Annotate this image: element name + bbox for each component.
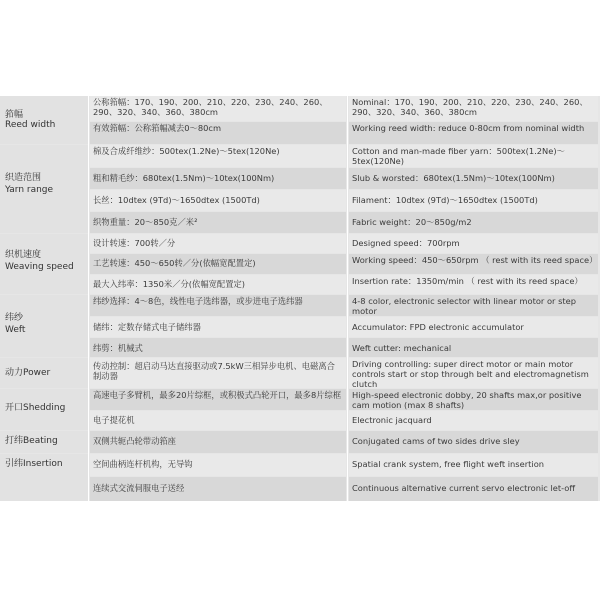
row-cell-cn: 织物重量：20～850克／米²: [90, 212, 346, 233]
row-cell-cn: 电子提花机: [90, 411, 346, 430]
category-label-weaving-speed-cn: 织机速度: [5, 250, 42, 260]
table-row: [0, 145, 600, 167]
category-label-weft-cn: 纬纱: [5, 313, 24, 323]
table-row: [0, 477, 600, 501]
category-label-shedding: 开口Shedding: [5, 403, 66, 413]
row-cell-en: Working speed：450～650rpm （ rest with its reed space）: [349, 254, 598, 274]
row-cell-cn: 粗和精毛纱：680tex(1.5Nm)～10tex(100Nm): [90, 168, 346, 189]
row-cell-cn: 传动控制：超启动马达直接驱动或7.5kW三相异步电机、电磁离合制动器: [90, 358, 346, 388]
row-cell-cn: 最大入纬率：1350米／分(依幅宽配置定): [90, 275, 346, 294]
row-cell-en: Electronic jacquard: [349, 411, 598, 430]
category-label-yarn-range-en: Yarn range: [5, 185, 54, 195]
row-cell-cn: 连续式交流伺服电子送经: [90, 477, 346, 501]
row-cell-en: Weft cutter: mechanical: [349, 338, 598, 357]
table-row: [0, 389, 600, 410]
category-label-weaving-speed-en: Weaving speed: [5, 262, 74, 272]
table-row: [0, 317, 600, 337]
row-cell-en: Insertion rate：1350m/min （ rest with its reed space）: [349, 275, 598, 294]
row-cell-en: Driving controlling: super direct motor or main motor controls start or stop through belt and electromagnetism clutch: [349, 358, 598, 388]
row-cell-en: Filament：10dtex (9Td)～1650dtex (1500Td): [349, 190, 598, 211]
row-cell-cn: 工艺转速：450～650转／分(依幅宽配置定): [90, 254, 346, 274]
category-label-insertion: 引纬Insertion: [5, 459, 63, 469]
table-row: [0, 431, 600, 453]
row-cell-en: Cotton and man-made fiber yarn：500tex(1.2Ne)～5tex(120Ne): [349, 145, 598, 167]
table-row: [0, 212, 600, 233]
category-label-beating: 打纬Beating: [5, 436, 58, 446]
row-cell-cn: 棉及合成纤维纱：500tex(1.2Ne)～5tex(120Ne): [90, 145, 346, 167]
table-row: [0, 96, 600, 121]
table-row: [0, 254, 600, 274]
table-row: [0, 295, 600, 316]
table-row: [0, 338, 600, 357]
row-cell-cn: 设计转速：700转／分: [90, 234, 346, 253]
row-cell-en: Designed speed：700rpm: [349, 234, 598, 253]
row-cell-en: High-speed electronic dobby, 20 shafts max,or positive cam motion (max 8 shafts): [349, 389, 598, 410]
row-cell-en: Accumulator: FPD electronic accumulator: [349, 317, 598, 337]
table-row: [0, 122, 600, 144]
row-cell-en: 4-8 color, electronic selector with linear motor or step motor: [349, 295, 598, 316]
table-row: [0, 168, 600, 189]
row-cell-en: Spatial crank system, free flight weft insertion: [349, 454, 598, 476]
row-cell-en: Nominal：170、190、200、210、220、230、240、260、290、320、340、360、380cm: [349, 96, 598, 121]
row-cell-en: Conjugated cams of two sides drive sley: [349, 431, 598, 453]
row-cell-cn: 公称筘幅：170、190、200、210、220、230、240、260、290、320、340、360、380cm: [90, 96, 346, 121]
row-cell-en: Continuous alternative current servo electronic let-off: [349, 477, 598, 501]
category-label-yarn-range-cn: 织造范围: [5, 173, 42, 183]
category-label-power: 动力Power: [5, 368, 51, 378]
row-cell-cn: 双侧共轭凸轮带动筘座: [90, 431, 346, 453]
row-cell-cn: 纬剪：机械式: [90, 338, 346, 357]
row-cell-cn: 空间曲柄连杆机构，无导钩: [90, 454, 346, 476]
category-label-reed-width-cn: 筘幅: [5, 110, 24, 120]
row-cell-en: Slub & worsted：680tex(1.5Nm)～10tex(100Nm): [349, 168, 598, 189]
row-cell-cn: 纬纱选择：4～8色，线性电子选纬器，或步进电子选纬器: [90, 295, 346, 316]
table-row: [0, 190, 600, 211]
table-row: [0, 454, 600, 476]
column-divider: [347, 96, 348, 501]
table-row: [0, 411, 600, 430]
spec-table: [0, 96, 600, 501]
table-row: [0, 275, 600, 294]
row-cell-en: Working reed width: reduce 0-80cm from nominal width: [349, 122, 598, 144]
row-cell-cn: 储纬：定数存储式电子储纬器: [90, 317, 346, 337]
category-label-weft-en: Weft: [5, 325, 26, 335]
row-cell-cn: 有效筘幅：公称筘幅减去0～80cm: [90, 122, 346, 144]
category-label-reed-width-en: Reed width: [5, 120, 56, 130]
row-cell-cn: 高速电子多臂机，最多20片综框，或积极式凸轮开口，最多8片综框: [90, 389, 346, 410]
row-cell-cn: 长丝：10dtex (9Td)～1650dtex (1500Td): [90, 190, 346, 211]
column-divider: [88, 96, 89, 501]
row-cell-en: Fabric weight：20～850g/m2: [349, 212, 598, 233]
table-row: [0, 358, 600, 388]
table-row: [0, 234, 600, 253]
